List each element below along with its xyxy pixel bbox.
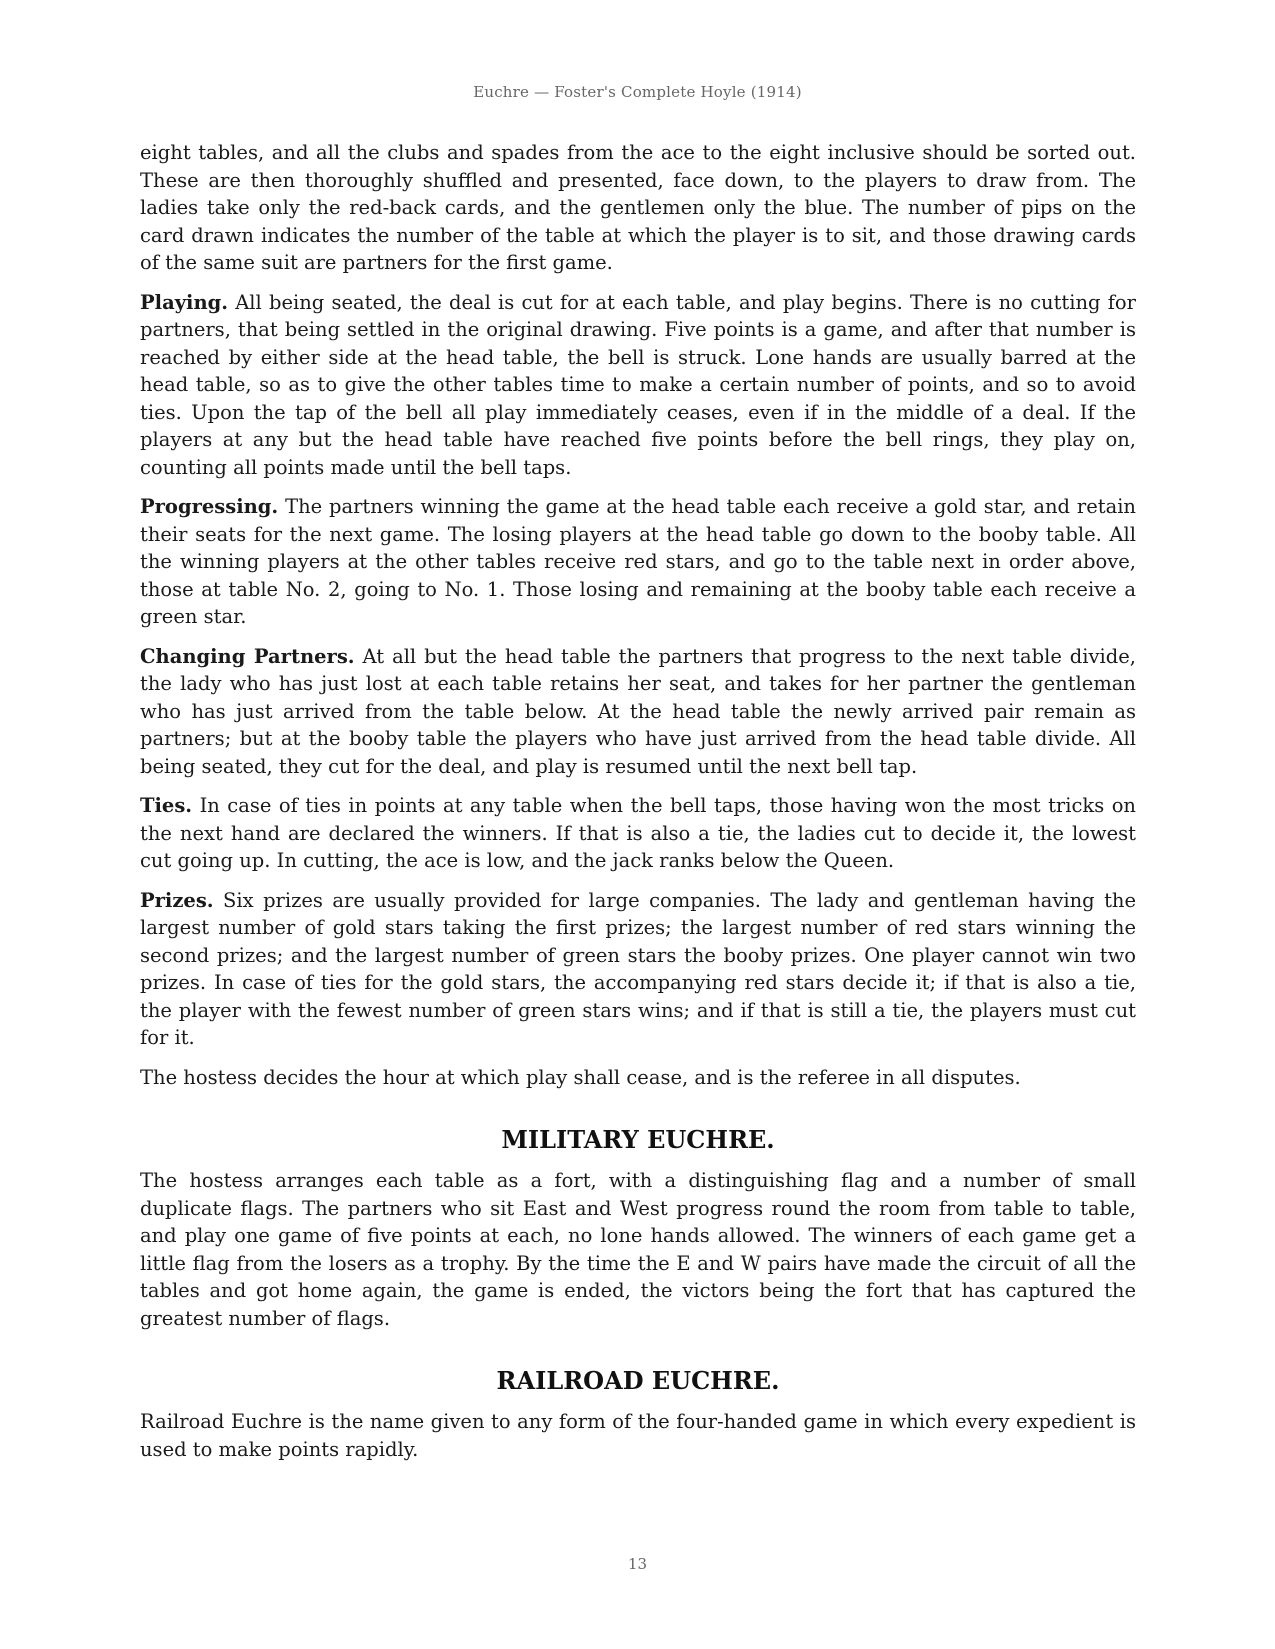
- run-in-heading-playing: Playing.: [140, 290, 229, 314]
- paragraph-progressing-text: The partners winning the game at the head table each receive a gold star, and retain their seats for the next game. The losing players at the head table go down to the booby table. All the winning players at the other tables receive red stars, and go to the table next in order above, those at table No. 2, going to No. 1. Those losing and remaining at the booby table each receive a green star.: [140, 495, 1136, 628]
- paragraph-changing-partners: [140, 643, 1136, 781]
- paragraph-progressing: [140, 493, 1136, 631]
- paragraph-military-euchre: The hostess arranges each table as a fort, with a distinguishing flag and a number of small duplicate flags. The partners who sit East and West progress round the room from table to table, and play one game of five points at each, no lone hands allowed. The winners of each game get a little flag from the losers as a trophy. By the time the E and W pairs have made the circuit of all the tables and got home again, the game is ended, the victors being the fort that has captured the greatest number of flags.: [140, 1169, 1136, 1330]
- run-in-heading-changing-partners: Changing Partners.: [140, 644, 355, 668]
- paragraph-prizes-text: Six prizes are usually provided for large companies. The lady and gentleman having the largest number of gold stars taking the first prizes; the largest number of red stars winning the second prizes; and the largest number of green stars the booby prizes. One player cannot win two prizes. In case of ties for the gold stars, the accompanying red stars decide it; if that is also a tie, the player with the fewest number of green stars wins; and if that is still a tie, the players must cut for it.: [140, 888, 1136, 1049]
- section-heading-military-euchre: MILITARY EUCHRE.: [501, 1125, 775, 1154]
- paragraph-prizes: [140, 887, 1136, 1052]
- run-in-heading-prizes: Prizes.: [140, 888, 214, 912]
- paragraph-playing-text: All being seated, the deal is cut for at each table, and play begins. There is no cutting for partners, that being settled in the original drawing. Five points is a game, and after that number is reached by either side at the head table, the bell is struck. Lone hands are usually barred at the head table, so as to give the other tables time to make a certain number of points, and so to avoid ties. Upon the tap of the bell all play immediately ceases, even if in the middle of a deal. If the players at any but the head table have reached five points before the bell rings, they play on, counting all points made until the bell taps.: [140, 290, 1136, 479]
- paragraph-hostess: The hostess decides the hour at which play shall cease, and is the referee in all disputes.: [140, 1065, 1021, 1089]
- paragraph-intro: eight tables, and all the clubs and spades from the ace to the eight inclusive should be sorted out. These are then thoroughly shuffled and presented, face down, to the players to draw from. The ladies take only the red-back cards, and the gentlemen only the blue. The number of pips on the card drawn indicates the number of the table at which the player is to sit, and those drawing cards of the same suit are partners for the first game.: [140, 141, 1136, 274]
- run-in-heading-progressing: Progressing.: [140, 495, 279, 518]
- paragraph-ties: [140, 792, 1136, 875]
- running-head: Euchre — Foster's Complete Hoyle (1914): [473, 83, 802, 101]
- paragraph-ties-text: In case of ties in points at any table when the bell taps, those having won the most tricks on the next hand are declared the winners. If that is also a tie, the ladies cut to decide it, the lowest cut going up. In cutting, the ace is low, and the jack ranks below the Queen.: [140, 794, 1136, 872]
- paragraph-changing-partners-text: At all but the head table the partners that progress to the next table divide, the lady who has just lost at each table retains her seat, and takes for her partner the gentleman who has just arrived from the table below. At the head table the newly arrived pair remain as partners; but at the booby table the players who have just arrived from the head table divide. All being seated, they cut for the deal, and play is resumed until the next bell tap.: [140, 644, 1136, 778]
- run-in-heading-ties: Ties.: [140, 794, 193, 817]
- paragraph-playing: [140, 289, 1136, 482]
- page-number: 13: [627, 1555, 648, 1573]
- section-heading-railroad-euchre: RAILROAD EUCHRE.: [496, 1366, 780, 1395]
- paragraph-railroad-euchre: Railroad Euchre is the name given to any form of the four-handed game in which every expedient is used to make points rapidly.: [140, 1410, 1136, 1461]
- body-text: [140, 139, 1136, 1475]
